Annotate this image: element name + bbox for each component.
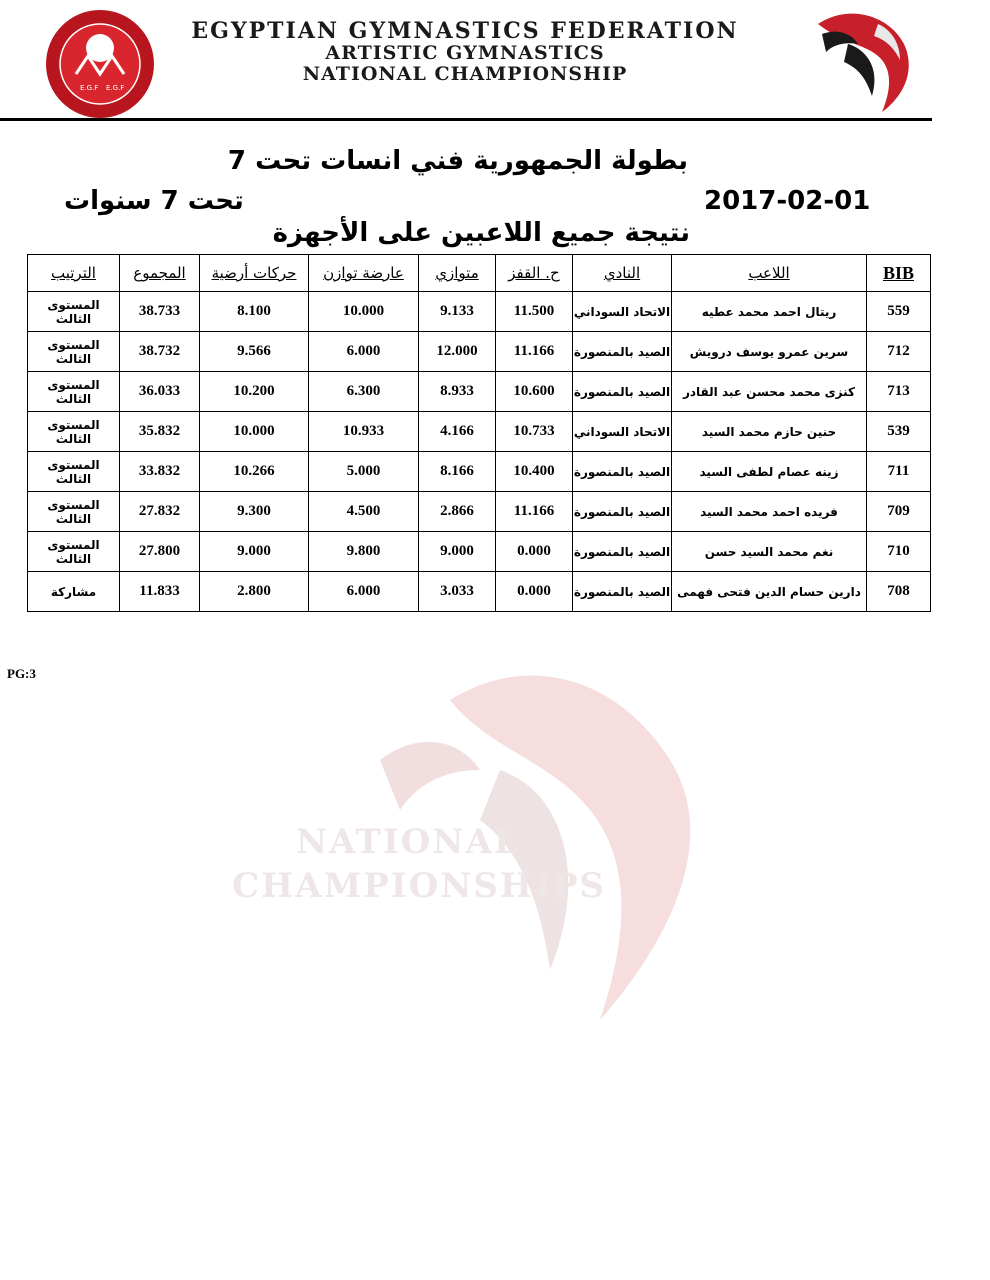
table-row xyxy=(28,372,931,412)
results-table xyxy=(27,254,931,612)
header-rank: الترتيب xyxy=(28,255,120,292)
table-row xyxy=(28,332,931,372)
header-beam: عارضة توازن xyxy=(309,255,419,292)
federation-name: EGYPTIAN GYMNASTICS FEDERATION xyxy=(191,18,739,44)
cell-rank: المستوى الثالث xyxy=(28,332,120,372)
cell-floor: 10.200 xyxy=(200,372,309,412)
header-bars: متوازي xyxy=(419,255,496,292)
cell-vault: 10.600 xyxy=(496,372,573,412)
cell-vault: 0.000 xyxy=(496,532,573,572)
cell-bars: 8.933 xyxy=(419,372,496,412)
discipline-name: ARTISTIC GYMNASTICS xyxy=(325,42,605,64)
cell-club: الصيد بالمنصورة xyxy=(573,452,672,492)
cell-bars: 8.166 xyxy=(419,452,496,492)
watermark-line-1: NATIONAL xyxy=(296,822,520,862)
cell-player: سرين عمرو يوسف درويش xyxy=(672,332,867,372)
cell-rank: المستوى الثالث xyxy=(28,532,120,572)
cell-floor: 9.000 xyxy=(200,532,309,572)
cell-player: فريده احمد محمد السيد xyxy=(672,492,867,532)
cell-bars: 2.866 xyxy=(419,492,496,532)
cell-bars: 9.000 xyxy=(419,532,496,572)
cell-beam: 10.000 xyxy=(309,292,419,332)
gymnast-emblem-icon xyxy=(808,4,914,116)
cell-vault: 11.166 xyxy=(496,492,573,532)
cell-floor: 9.566 xyxy=(200,332,309,372)
header-floor: حركات أرضية xyxy=(200,255,309,292)
cell-vault: 10.733 xyxy=(496,412,573,452)
cell-total: 36.033 xyxy=(120,372,200,412)
cell-floor: 9.300 xyxy=(200,492,309,532)
cell-club: الاتحاد السوداني xyxy=(573,412,672,452)
table-header-row xyxy=(28,255,931,292)
cell-player: زينه عصام لطفى السيد xyxy=(672,452,867,492)
cell-rank: المستوى الثالث xyxy=(28,492,120,532)
cell-club: الاتحاد السوداني xyxy=(573,292,672,332)
cell-total: 38.733 xyxy=(120,292,200,332)
table-row xyxy=(28,452,931,492)
cell-bib: 708 xyxy=(867,572,931,612)
cell-total: 35.832 xyxy=(120,412,200,452)
cell-vault: 11.500 xyxy=(496,292,573,332)
results-subtitle: نتيجة جميع اللاعبين على الأجهزة xyxy=(272,218,690,248)
cell-vault: 11.166 xyxy=(496,332,573,372)
cell-player: كنزى محمد محسن عبد القادر xyxy=(672,372,867,412)
cell-rank: المستوى الثالث xyxy=(28,292,120,332)
cell-bib: 712 xyxy=(867,332,931,372)
table-row xyxy=(28,292,931,332)
cell-bars: 4.166 xyxy=(419,412,496,452)
header-bib: BIB xyxy=(867,255,931,292)
cell-beam: 9.800 xyxy=(309,532,419,572)
cell-floor: 10.266 xyxy=(200,452,309,492)
cell-bib: 709 xyxy=(867,492,931,532)
header-player: اللاعب xyxy=(672,255,867,292)
cell-beam: 5.000 xyxy=(309,452,419,492)
cell-vault: 0.000 xyxy=(496,572,573,612)
cell-bib: 711 xyxy=(867,452,931,492)
table-row xyxy=(28,532,931,572)
cell-bib: 713 xyxy=(867,372,931,412)
logo-abbr-left: E.G.F xyxy=(80,84,99,92)
cell-bib: 539 xyxy=(867,412,931,452)
cell-rank: مشاركة xyxy=(28,572,120,612)
cell-bars: 3.033 xyxy=(419,572,496,612)
cell-total: 33.832 xyxy=(120,452,200,492)
cell-club: الصيد بالمنصورة xyxy=(573,332,672,372)
table-row xyxy=(28,412,931,452)
cell-total: 11.833 xyxy=(120,572,200,612)
cell-floor: 10.000 xyxy=(200,412,309,452)
page-number: PG:3 xyxy=(7,666,36,681)
cell-beam: 6.000 xyxy=(309,572,419,612)
cell-player: نغم محمد السيد حسن xyxy=(672,532,867,572)
cell-rank: المستوى الثالث xyxy=(28,412,120,452)
championship-title: بطولة الجمهورية فني انسات تحت 7 xyxy=(227,146,688,176)
cell-vault: 10.400 xyxy=(496,452,573,492)
cell-bib: 710 xyxy=(867,532,931,572)
cell-floor: 2.800 xyxy=(200,572,309,612)
header-vault: ح. القفز xyxy=(496,255,573,292)
cell-total: 27.800 xyxy=(120,532,200,572)
event-name: NATIONAL CHAMPIONSHIP xyxy=(302,63,628,85)
cell-bars: 9.133 xyxy=(419,292,496,332)
cell-rank: المستوى الثالث xyxy=(28,452,120,492)
cell-bars: 12.000 xyxy=(419,332,496,372)
header-total: المجموع xyxy=(120,255,200,292)
cell-club: الصيد بالمنصورة xyxy=(573,492,672,532)
cell-beam: 6.300 xyxy=(309,372,419,412)
cell-rank: المستوى الثالث xyxy=(28,372,120,412)
header-club: النادي xyxy=(573,255,672,292)
logo-abbr-right: E.G.F xyxy=(106,84,125,92)
cell-beam: 10.933 xyxy=(309,412,419,452)
cell-club: الصيد بالمنصورة xyxy=(573,532,672,572)
cell-total: 38.732 xyxy=(120,332,200,372)
cell-club: الصيد بالمنصورة xyxy=(573,572,672,612)
cell-player: دارين حسام الدين فتحى فهمى xyxy=(672,572,867,612)
age-group: تحت 7 سنوات xyxy=(64,186,244,216)
cell-floor: 8.100 xyxy=(200,292,309,332)
cell-beam: 6.000 xyxy=(309,332,419,372)
cell-total: 27.832 xyxy=(120,492,200,532)
watermark-line-2: CHAMPIONSHIPS xyxy=(232,866,607,906)
cell-club: الصيد بالمنصورة xyxy=(573,372,672,412)
competition-date: 2017-02-01 xyxy=(704,186,871,216)
cell-player: ريتال احمد محمد عطيه xyxy=(672,292,867,332)
header-divider xyxy=(0,118,932,121)
cell-bib: 559 xyxy=(867,292,931,332)
cell-beam: 4.500 xyxy=(309,492,419,532)
federation-logo-icon xyxy=(44,8,156,120)
table-row xyxy=(28,492,931,532)
cell-player: حنين حازم محمد السيد xyxy=(672,412,867,452)
table-row xyxy=(28,572,931,612)
